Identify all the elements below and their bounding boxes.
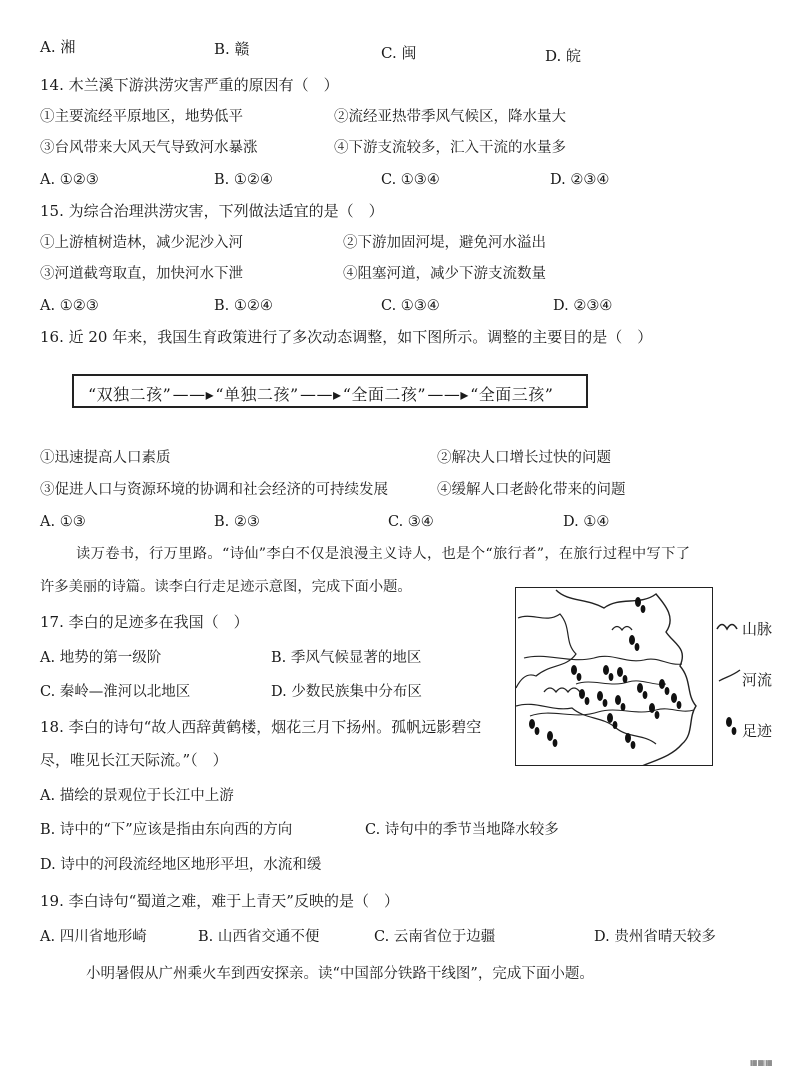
policy-universal-three-child: “全面三孩” [470, 385, 554, 404]
q15-statement-1: ①上游植树造林，减少泥沙入河 [40, 235, 243, 251]
footprint-legend-icon [724, 716, 740, 738]
arrow-icon: ——▸ [299, 385, 342, 404]
q13-option-a: A. 湘 [40, 38, 76, 56]
policy-double-only-two-child: “双独二孩” [88, 385, 172, 404]
libai-footprint-map [515, 587, 713, 766]
q19-option-d: D. 贵州省晴天较多 [594, 929, 716, 945]
q14-statement-1: ①主要流经平原地区，地势低平 [40, 109, 243, 125]
q14-statement-3: ③台风带来大风天气导致河水暴涨 [40, 140, 258, 156]
q16-option-c: C. ③④ [388, 514, 434, 530]
river-legend-icon [718, 668, 742, 684]
q16-statement-3: ③促进人口与资源环境的协调和社会经济的可持续发展 [40, 482, 388, 498]
policy-chain [88, 382, 554, 405]
q14-stem: 14. 木兰溪下游洪涝灾害严重的原因有（ ） [40, 76, 339, 94]
q18-option-d: D. 诗中的河段流经地区地形平坦，水流和缓 [40, 857, 322, 873]
legend-mountain-label: 山脉 [742, 620, 773, 638]
intro-libai-line-1: 读万卷书，行万里路。“诗仙”李白不仅是浪漫主义诗人，也是个“旅行者”，在旅行过程中写下了 [76, 546, 691, 562]
q18-option-b: B. 诗中的“下”应该是指由东向西的方向 [40, 822, 293, 838]
map-drawing [516, 588, 713, 766]
q16-statement-1: ①迅速提高人口素质 [40, 450, 171, 466]
mountain-legend-icon [716, 617, 742, 633]
q14-statement-4: ④下游支流较多，汇入干流的水量多 [334, 140, 566, 156]
legend-river-label: 河流 [742, 671, 773, 689]
q18-option-a: A. 描绘的景观位于长江中上游 [40, 788, 234, 804]
q15-option-b: B. ①②④ [214, 298, 273, 314]
q15-stem: 15. 为综合治理洪涝灾害，下列做法适宜的是（ ） [40, 202, 384, 220]
q15-option-d: D. ②③④ [553, 298, 613, 314]
q17-option-b: B. 季风气候显著的地区 [271, 650, 422, 666]
policy-single-only-two-child: “单独二孩” [215, 385, 299, 404]
legend-footprint-label: 足迹 [742, 722, 773, 740]
q18-stem-line-2: 尽，唯见长江天际流。”（ ） [40, 751, 228, 769]
q17-option-d: D. 少数民族集中分布区 [271, 684, 422, 700]
q15-option-c: C. ①③④ [381, 298, 440, 314]
intro-train: 小明暑假从广州乘火车到西安探亲。读“中国部分铁路干线图”，完成下面小题。 [86, 966, 594, 982]
q17-option-a: A. 地势的第一级阶 [40, 650, 162, 666]
q15-statement-4: ④阻塞河道，减少下游支流数量 [343, 266, 546, 282]
q19-option-b: B. 山西省交通不便 [198, 929, 320, 945]
scan-watermark-icon: ▦▦▦ [750, 1058, 773, 1067]
q18-stem-line-1: 18. 李白的诗句“故人西辞黄鹤楼，烟花三月下扬州。孤帆远影碧空 [40, 718, 482, 736]
q13-option-c: C. 闽 [381, 44, 417, 62]
q14-option-a: A. ①②③ [40, 172, 99, 188]
q13-option-b: B. 赣 [214, 40, 250, 58]
q17-option-c: C. 秦岭—淮河以北地区 [40, 684, 191, 700]
q14-option-d: D. ②③④ [550, 172, 610, 188]
q18-option-c: C. 诗句中的季节当地降水较多 [365, 822, 559, 838]
policy-universal-two-child: “全面二孩” [342, 385, 427, 404]
q13-option-d: D. 皖 [545, 47, 582, 65]
arrow-icon: ——▸ [427, 385, 469, 404]
q19-option-c: C. 云南省位于边疆 [374, 929, 496, 945]
q16-option-d: D. ①④ [563, 514, 610, 530]
q19-option-a: A. 四川省地形崎 [40, 929, 147, 945]
q16-option-a: A. ①③ [40, 514, 86, 530]
intro-libai-line-2: 许多美丽的诗篇。读李白行走足迹示意图，完成下面小题。 [40, 579, 412, 595]
arrow-icon: ——▸ [172, 385, 215, 404]
q16-stem: 16. 近 20 年来，我国生育政策进行了多次动态调整，如下图所示。调整的主要目的是（ ） [40, 328, 653, 346]
q19-stem: 19. 李白诗句“蜀道之难，难于上青天”反映的是（ ） [40, 892, 399, 910]
q16-statement-2: ②解决人口增长过快的问题 [437, 450, 611, 466]
q14-option-b: B. ①②④ [214, 172, 273, 188]
q16-statement-4: ④缓解人口老龄化带来的问题 [437, 482, 626, 498]
q15-option-a: A. ①②③ [40, 298, 99, 314]
q17-stem: 17. 李白的足迹多在我国（ ） [40, 613, 249, 631]
q15-statement-3: ③河道截弯取直，加快河水下泄 [40, 266, 243, 282]
q14-option-c: C. ①③④ [381, 172, 440, 188]
q15-statement-2: ②下游加固河堤，避免河水溢出 [343, 235, 546, 251]
q16-option-b: B. ②③ [214, 514, 260, 530]
q14-statement-2: ②流经亚热带季风气候区，降水量大 [334, 109, 566, 125]
